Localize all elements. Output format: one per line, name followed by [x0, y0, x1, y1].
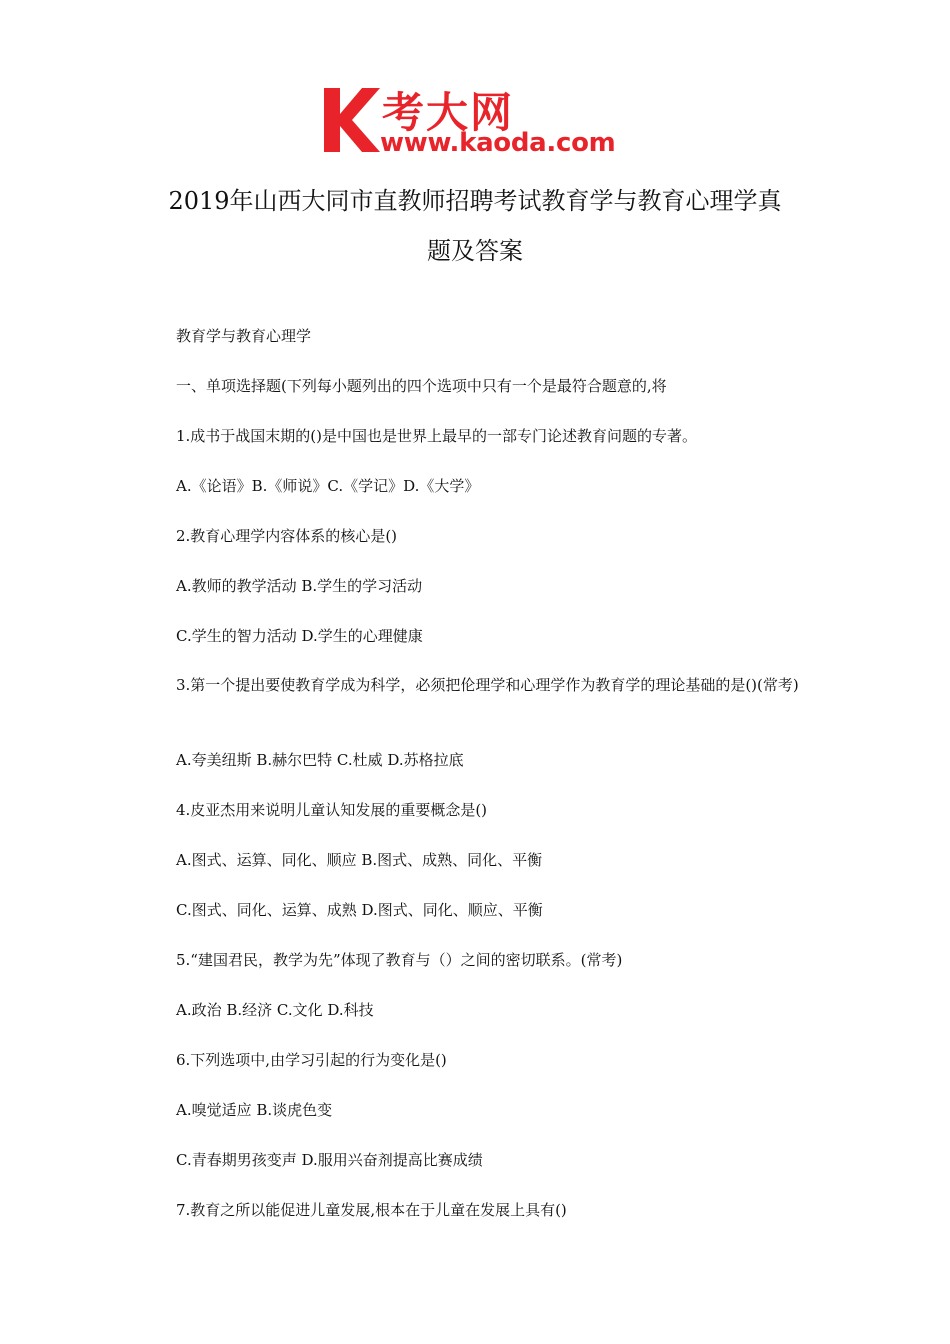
document-title-line1: 2019年山西大同市直教师招聘考试教育学与教育心理学真	[168, 187, 782, 215]
kaoda-logo	[318, 84, 638, 160]
question-3: 3.第一个提出要使教育学成为科学，必须把伦理学和心理学作为教育学的理论基础的是()(常考)	[176, 676, 799, 694]
question-4-options-cd: C.图式、同化、运算、成熟 D.图式、同化、顺应、平衡	[176, 901, 543, 919]
question-5-options: A.政治 B.经济 C.文化 D.科技	[176, 1001, 374, 1019]
part-heading: 一、单项选择题(下列每小题列出的四个选项中只有一个是最符合题意的,将	[176, 377, 667, 395]
question-7: 7.教育之所以能促进儿童发展,根本在于儿童在发展上具有()	[176, 1201, 567, 1219]
document-title-line2: 题及答案	[427, 237, 523, 265]
question-2-options-ab: A.教师的教学活动 B.学生的学习活动	[176, 577, 423, 595]
question-3-options: A.夸美纽斯 B.赫尔巴特 C.杜威 D.苏格拉底	[176, 751, 464, 769]
question-4-options-ab: A.图式、运算、同化、顺应 B.图式、成熟、同化、平衡	[176, 851, 543, 869]
question-1: 1.成书于战国末期的()是中国也是世界上最早的一部专门论述教育问题的专著。	[176, 427, 698, 445]
question-6-options-ab: A.嗅觉适应 B.谈虎色变	[176, 1101, 333, 1119]
question-1-options: A.《论语》B.《师说》C.《学记》D.《大学》	[176, 477, 480, 495]
question-6: 6.下列选项中,由学习引起的行为变化是()	[176, 1051, 447, 1069]
logo-url-text: www.kaoda.com	[380, 128, 616, 158]
question-2: 2.教育心理学内容体系的核心是()	[176, 527, 398, 545]
question-6-options-cd: C.青春期男孩变声 D.服用兴奋剂提高比赛成绩	[176, 1151, 483, 1169]
logo-brand-text: 考大网	[382, 88, 515, 137]
question-4: 4.皮亚杰用来说明儿童认知发展的重要概念是()	[176, 801, 488, 819]
question-2-options-cd: C.学生的智力活动 D.学生的心理健康	[176, 627, 423, 645]
question-5: 5.“建国君民，教学为先”体现了教育与（）之间的密切联系。(常考)	[176, 951, 623, 969]
section-heading: 教育学与教育心理学	[176, 327, 312, 345]
